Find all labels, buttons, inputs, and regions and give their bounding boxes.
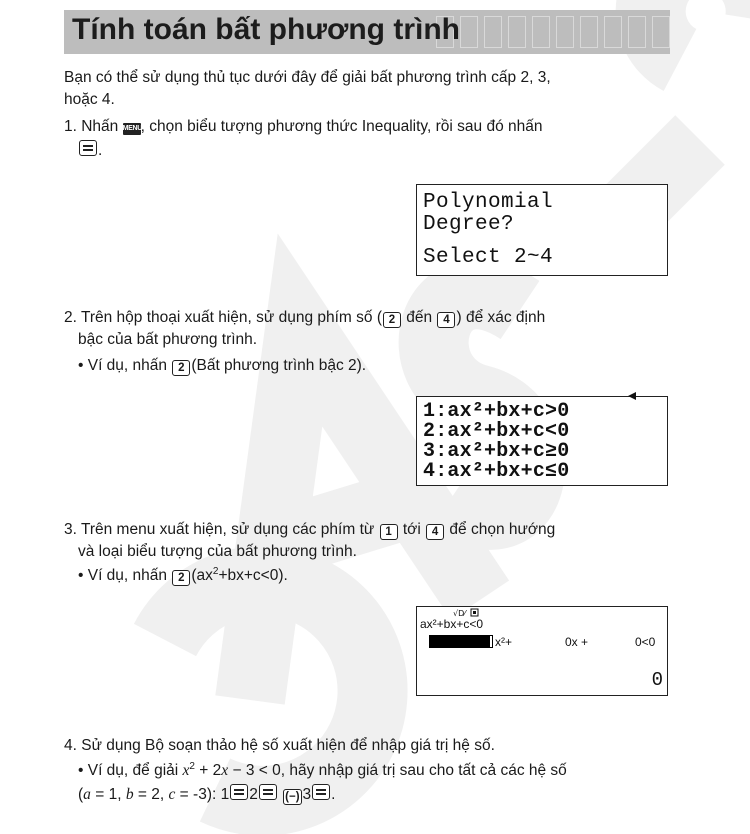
equals-key-icon bbox=[312, 784, 330, 800]
step-1-text-a: 1. Nhấn bbox=[64, 118, 123, 135]
intro-line-2: hoặc 4. bbox=[64, 91, 115, 108]
value-b: = 2, bbox=[133, 786, 169, 803]
step-2-text-b: đến bbox=[402, 309, 437, 326]
value-a: = 1, bbox=[90, 786, 126, 803]
step-4-ex-a: • Ví dụ, để giải bbox=[78, 762, 183, 779]
lcd-screen-coefficient-editor bbox=[416, 606, 668, 696]
menu-option-4: 4:ax²+bx+c≤0 bbox=[423, 460, 570, 483]
term-x-squared: x²+ bbox=[495, 635, 513, 649]
key-1-icon: 1 bbox=[380, 524, 398, 540]
step-2-text-a: 2. Trên hộp thoại xuất hiện, sử dụng phím số ( bbox=[64, 309, 382, 326]
step-3-ex-b1: (ax bbox=[191, 567, 213, 584]
menu-option-3: 3:ax²+bx+c≥0 bbox=[423, 440, 570, 463]
step-4-coefficients bbox=[78, 784, 335, 805]
term-x: 0x + bbox=[565, 635, 589, 649]
step-3-text-b: tới bbox=[398, 521, 426, 538]
equals-key-icon bbox=[230, 784, 248, 800]
step-3-ex-b2: +bx+c<0). bbox=[218, 567, 288, 584]
paren: ( bbox=[78, 786, 84, 803]
step-2-line-2: bậc của bất phương trình. bbox=[78, 331, 258, 348]
lcd-line-1: Polynomial bbox=[423, 191, 554, 214]
key-2-icon: 2 bbox=[172, 360, 190, 376]
lcd-screen-inequality-menu bbox=[416, 396, 668, 486]
title-grid-decoration bbox=[430, 10, 670, 54]
var-c: c bbox=[168, 786, 176, 803]
step-2-ex-b: (Bất phương trình bậc 2). bbox=[191, 357, 367, 374]
step-3-ex-a: • Ví dụ, nhấn bbox=[78, 567, 172, 584]
step-4-example bbox=[78, 761, 567, 781]
key-4-icon: 4 bbox=[426, 524, 444, 540]
menu-key-icon: MENU bbox=[123, 123, 141, 135]
var-b: b bbox=[125, 786, 134, 803]
negative-key-icon: (−) bbox=[285, 791, 300, 803]
scroll-indicator-icon bbox=[627, 391, 637, 401]
step-3-text-c: để chọn hướng bbox=[445, 521, 556, 538]
step-1-text-b: , chọn biểu tượng phương thức Inequality, rồi sau đó nhấn bbox=[140, 118, 543, 135]
key-2-icon: 2 bbox=[383, 312, 401, 328]
step-3 bbox=[64, 520, 555, 540]
lcd-line-3: Select 2~4 bbox=[423, 246, 554, 269]
key-2-icon: 2 bbox=[172, 570, 190, 586]
page-title: Tính toán bất phương trình bbox=[72, 13, 460, 46]
step-3-example bbox=[78, 566, 288, 586]
menu-option-2: 2:ax²+bx+c<0 bbox=[423, 420, 570, 443]
step-2-example bbox=[78, 356, 366, 376]
var-x: x bbox=[221, 762, 229, 779]
digit-2: 2 bbox=[249, 786, 258, 803]
var-a: a bbox=[83, 786, 91, 803]
step-4-ex-mid: + 2 bbox=[194, 762, 222, 779]
step-4-ex-end: − 3 < 0, hãy nhập giá trị sau cho tất cả các hệ số bbox=[228, 762, 567, 779]
step-3-line-2: và loại biểu tượng của bất phương trình. bbox=[78, 543, 357, 560]
step-1-line-2 bbox=[78, 140, 102, 161]
step-4: 4. Sử dụng Bộ soạn thảo hệ số xuất hiện để nhập giá trị hệ số. bbox=[64, 737, 495, 754]
step-2-ex-a: • Ví dụ, nhấn bbox=[78, 357, 172, 374]
step-2-text-c: ) để xác định bbox=[456, 309, 546, 326]
value-c: = -3): 1 bbox=[175, 786, 230, 803]
step-1-text-c: . bbox=[98, 142, 103, 159]
menu-option-1: 1:ax²+bx+c>0 bbox=[423, 400, 570, 423]
step-2 bbox=[64, 308, 545, 328]
digit-3: 3 bbox=[302, 786, 312, 803]
exponent: 2 bbox=[212, 565, 219, 577]
highlighted-coefficient-cell bbox=[429, 635, 491, 648]
lcd-line-2: Degree? bbox=[423, 213, 515, 236]
step-3-text-a: 3. Trên menu xuất hiện, sử dụng các phím từ bbox=[64, 521, 379, 538]
exponent: 2 bbox=[189, 760, 195, 772]
intro-line-1: Bạn có thể sử dụng thủ tục dưới đây để giải bất phương trình cấp 2, 3, bbox=[64, 69, 551, 86]
period: . bbox=[331, 786, 336, 803]
term-constant: 0<0 bbox=[635, 635, 656, 649]
key-4-icon: 4 bbox=[437, 312, 455, 328]
equals-key-icon bbox=[79, 140, 97, 156]
result-value: 0 bbox=[651, 669, 663, 691]
equals-key-icon bbox=[259, 784, 277, 800]
equation-header: ax²+bx+c<0 bbox=[420, 617, 484, 631]
var-x: x bbox=[182, 762, 190, 779]
step-1 bbox=[64, 117, 543, 137]
lcd-screen-degree-prompt bbox=[416, 184, 668, 276]
cursor-icon bbox=[489, 635, 493, 648]
svg-text:√D⁄: √D⁄ bbox=[453, 609, 466, 618]
